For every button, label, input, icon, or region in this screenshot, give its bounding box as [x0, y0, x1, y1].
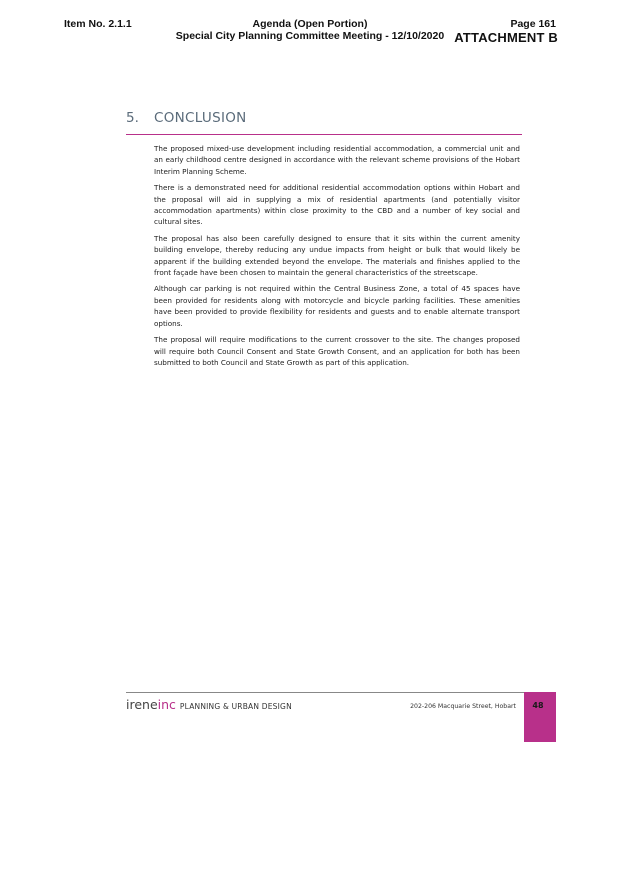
section-title: CONCLUSION [154, 110, 247, 126]
agenda-title: Agenda (Open Portion) [252, 18, 368, 30]
paragraph: The proposal will require modifications to the current crossover to the site. The changes proposed will require both Council Consent and State Growth Consent, and an application for both has been submitted to both Council and State Growth as part of this application. [154, 335, 520, 367]
attachment-label: ATTACHMENT B [454, 30, 558, 45]
paragraph: Although car parking is not required within the Central Business Zone, a total of 45 spaces have been provided for residents along with motorcycle and bicycle parking facilities. These amenities have been provided to provide flexibility for residents and guests and to enable alternate transport options. [154, 284, 520, 328]
section-heading [126, 110, 522, 135]
paragraph: The proposed mixed-use development including residential accommodation, a commercial unit and an early childhood centre designed in accordance with the relevant scheme provisions of the Hobart Interim Planning Scheme. [154, 144, 520, 176]
brand-tagline: PLANNING & URBAN DESIGN [179, 702, 292, 711]
meeting-title: Special City Planning Committee Meeting - 12/10/2020 [175, 30, 445, 42]
paragraph: There is a demonstrated need for additional residential accommodation options within Hobart and the proposal will aid in supplying a mix of residential apartments (and potentially visitor accommodation apartments) within close proximity to the CBD and a number of key social and cultural sites. [154, 183, 520, 227]
footer-logo [126, 697, 292, 712]
section-number: 5. [126, 110, 139, 126]
footer-address: 202-206 Macquarie Street, Hobart [410, 703, 516, 710]
page-number: 48 [532, 701, 544, 710]
brand-name-part2: inc [157, 697, 176, 712]
brand-name-part1: irene [126, 697, 158, 712]
paragraph: The proposal has also been carefully designed to ensure that it sits within the current amenity building envelope, thereby reducing any undue impacts from height or bulk that would likely be apparent if the building extended beyond the envelope. The materials and finishes applied to the front façade have been chosen to maintain the general characteristics of the streetscape. [154, 233, 520, 278]
page-number-box [524, 692, 556, 742]
conclusion-body [154, 143, 520, 373]
item-number: Item No. 2.1.1 [64, 18, 132, 30]
footer-divider [126, 692, 524, 693]
page-label: Page 161 [510, 18, 556, 30]
agenda-header [170, 18, 450, 42]
